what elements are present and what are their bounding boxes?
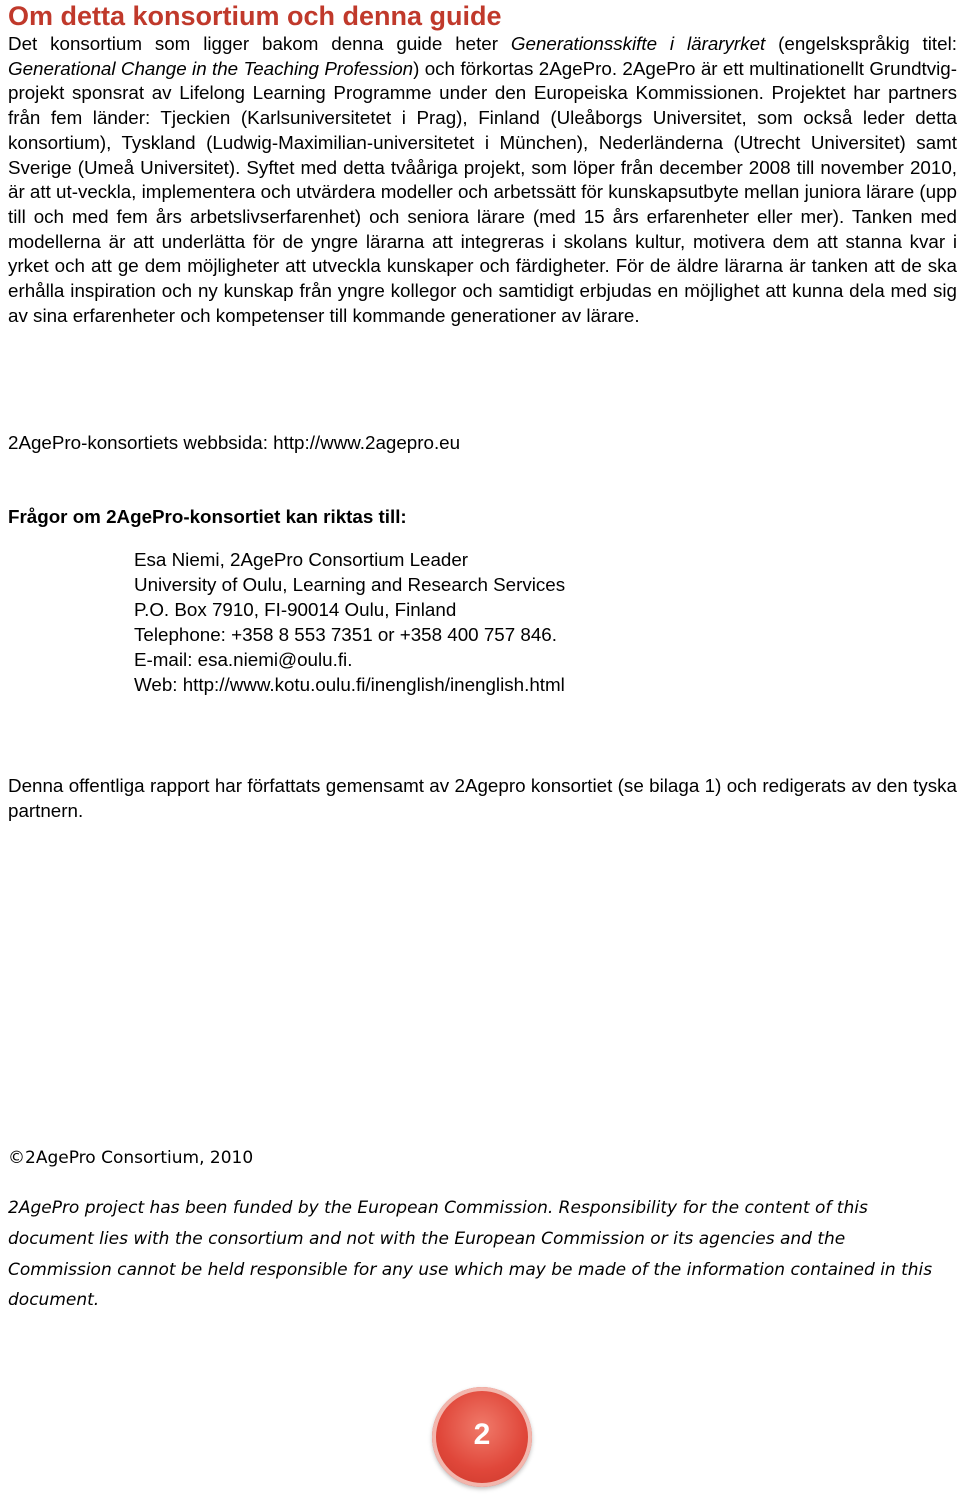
page-number: 2: [473, 1418, 491, 1451]
contact-phone: Telephone: +358 8 553 7351 or +358 400 757 846.: [134, 624, 557, 645]
website-line: 2AgePro-konsortiets webbsida: http://www.2agepro.eu: [8, 432, 461, 453]
contact-organization: University of Oulu, Learning and Research Services: [134, 574, 566, 595]
contact-address: P.O. Box 7910, FI-90014 Oulu, Finland: [134, 599, 457, 620]
page-title: Om detta konsortium och denna guide: [8, 1, 502, 31]
contact-block: [134, 547, 565, 697]
intro-title-english: Generational Change in the Teaching Profession: [8, 57, 414, 79]
contact-web: Web: http://www.kotu.oulu.fi/inenglish/inenglish.html: [134, 674, 565, 695]
funding-disclaimer: 2AgePro project has been funded by the European Commission. Responsibility for the content of this document lies with the consortium and not with the European Commission or its agencies and the Commission cannot be held responsible for any use which may be made of the information contained in this document.: [8, 1198, 933, 1311]
intro-paragraph: [8, 32, 957, 328]
page-number-badge: [432, 1387, 532, 1487]
contact-email: E-mail: esa.niemi@oulu.fi.: [134, 649, 353, 670]
intro-text-b: (engelskspråkig titel:: [765, 33, 957, 54]
questions-heading: Frågor om 2AgePro-konsortiet kan riktas till:: [8, 506, 407, 527]
contact-name: Esa Niemi, 2AgePro Consortium Leader: [134, 549, 469, 570]
intro-title-swedish: Generationsskifte i läraryrket: [510, 33, 766, 54]
copyright-line: ©2AgePro Consortium, 2010: [8, 1148, 254, 1168]
intro-text-a: Det konsortium som ligger bakom denna guide heter: [8, 33, 511, 54]
report-note: Denna offentliga rapport har författats gemensamt av 2Agepro konsortiet (se bilaga 1) och redigerats av den tyska partnern.: [8, 775, 957, 821]
intro-text-c: ) och förkortas 2AgePro. 2AgePro är ett multinationellt Grundtvig-projekt sponsrat av Lifelong Learning Programme under den Europeiska Kommissionen. Projektet har partners från fem länder: Tjeckien (Karlsuniversitetet i Prag), Finland (Uleåborgs Universitet, som också leder detta konsortium), Tyskland (Ludwig-Maximilian-universitetet i München), Nederländerna (Utrecht Universitet) samt Sverige (Umeå Universitet). Syftet med detta tvååriga projekt, som löper från december 2008 till november 2010, är att ut-veckla, implementera och utvärdera modeller och arbetssätt för kunskapsutbyte mellan juniora lärare (upp till och med fem års arbetslivserfarenhet) och seniora lärare (med 15 års erfarenheter eller mer). Tanken med modellerna är att underlätta för de yngre lärarna att integreras i skolans kultur, motivera dem att stanna kvar i yrket och att ge dem möjligheter att utveckla kunskaper och färdigheter. För de äldre lärarna är tanken att de ska erhålla inspiration och ny kunskap från yngre kollegor och samtidigt erbjudas en möjlighet att kunna dela med sig av sina erfarenheter och kompetenser till kommande generationer av lärare.: [8, 57, 957, 326]
